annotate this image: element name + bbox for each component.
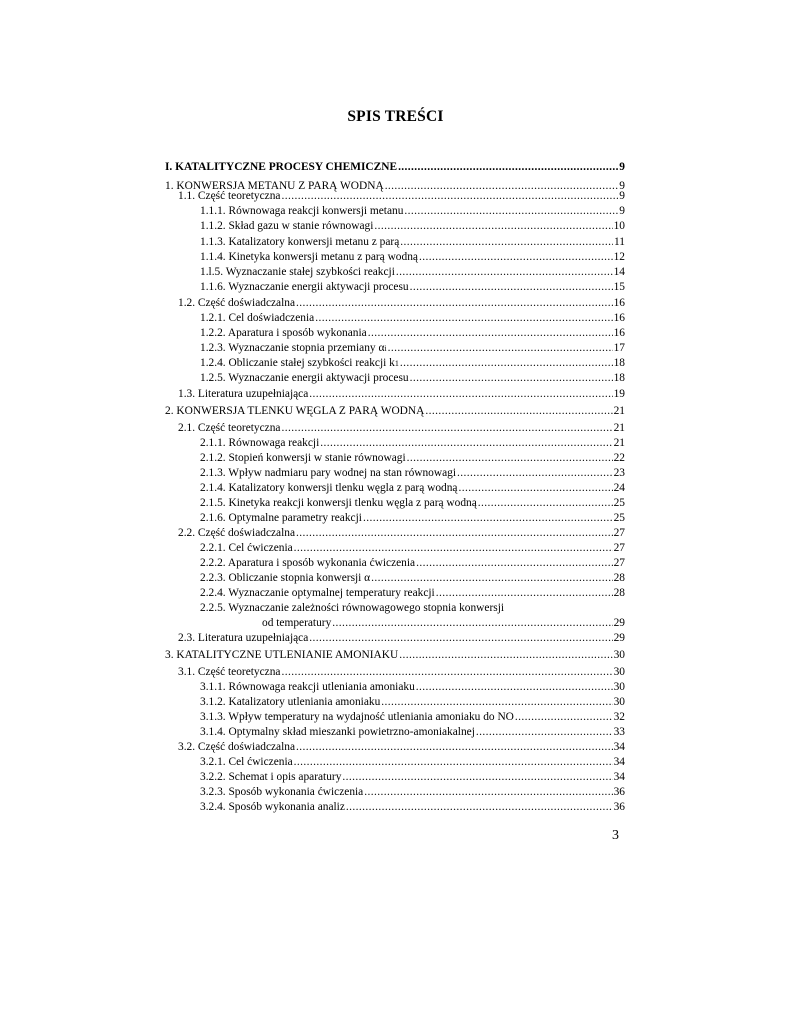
- toc-entry-label: 1. KONWERSJA METANU Z PARĄ WODNĄ: [165, 180, 384, 192]
- toc-entry-label: 2.1. Część teoretyczna: [178, 422, 281, 434]
- toc-page-number: 11: [614, 236, 625, 248]
- toc-page-number: 21: [613, 405, 625, 417]
- toc-entry-label: 3.2. Część doświadczalna: [178, 741, 296, 753]
- toc-entry-label: 1.1.6. Wyznaczanie energii aktywacji procesu: [200, 281, 409, 293]
- toc-dot-leader: [320, 437, 612, 450]
- toc-dot-leader: [296, 527, 613, 540]
- toc-page-number: 27: [613, 527, 625, 539]
- toc-dot-leader: [309, 388, 612, 401]
- toc-dot-leader: [404, 205, 618, 218]
- toc-dot-leader: [419, 251, 613, 264]
- toc-entry-label: 2.2.1. Cel ćwiczenia: [200, 542, 293, 554]
- toc-dot-leader: [410, 372, 613, 385]
- toc-dot-leader: [436, 587, 613, 600]
- toc-entry[interactable]: [200, 726, 625, 739]
- toc-entry[interactable]: [178, 422, 625, 435]
- toc-dot-leader: [457, 467, 613, 480]
- toc-entry-label: 1.l.5. Wyznaczanie stałej szybkości reakcji: [200, 266, 395, 278]
- toc-entry-label: 1.2.4. Obliczanie stałej szybkości reakcji k: [200, 357, 395, 369]
- toc-dot-leader: [309, 632, 612, 645]
- toc-entry-label: 1.1.4. Kinetyka konwersji metanu z parą wodną: [200, 251, 418, 263]
- toc-dot-leader: [294, 542, 613, 555]
- toc-page-number: 21: [613, 437, 625, 449]
- toc-dot-leader: [425, 405, 612, 418]
- toc-page-number: 32: [613, 711, 625, 723]
- toc-entry-label: 3.2.3. Sposób wykonania ćwiczenia: [200, 786, 364, 798]
- toc-entry[interactable]: [200, 205, 625, 218]
- toc-page-number: 27: [613, 557, 625, 569]
- toc-page-number: 21: [613, 422, 625, 434]
- toc-dot-leader: [281, 666, 612, 679]
- toc-entry-label: 2.2. Część doświadczalna: [178, 527, 296, 539]
- toc-page-number: 24: [613, 482, 625, 494]
- toc-entry[interactable]: [178, 297, 625, 310]
- toc-page-number: 23: [613, 467, 625, 479]
- toc-entry-label: 2. KONWERSJA TLENKU WĘGLA Z PARĄ WODNĄ: [165, 405, 425, 417]
- toc-page-number: 30: [613, 666, 625, 678]
- toc-entry[interactable]: [165, 649, 625, 662]
- toc-entry-label: 1.1.1. Równowaga reakcji konwersji metanu: [200, 205, 404, 217]
- toc-dot-leader: [364, 786, 612, 799]
- toc-entry[interactable]: [200, 220, 625, 233]
- toc-entry[interactable]: [200, 452, 625, 465]
- toc-entry-label: 3.1.4. Optymalny skład mieszanki powietrzno-amoniakalnej: [200, 726, 475, 738]
- toc-dot-leader: [281, 190, 618, 203]
- toc-dot-leader: [315, 312, 612, 325]
- toc-entry-label: I. KATALITYCZNE PROCESY CHEMICZNE: [165, 161, 398, 173]
- toc-dot-leader: [296, 741, 613, 754]
- toc-entry[interactable]: [200, 281, 625, 294]
- toc-entry-label-continuation: od temperatury: [262, 617, 332, 629]
- toc-entry-label: 1.2. Część doświadczalna: [178, 297, 296, 309]
- toc-entry-label: 1.1.3. Katalizatory konwersji metanu z parą: [200, 236, 400, 248]
- toc-dot-leader: [332, 617, 612, 630]
- toc-dot-leader: [281, 422, 612, 435]
- toc-dot-leader: [296, 297, 613, 310]
- toc-entry-label: 3.1.1. Równowaga reakcji utleniania amoniaku: [200, 681, 415, 693]
- toc-page-number: 36: [613, 786, 625, 798]
- toc-entry-label: 2.3. Literatura uzupełniająca: [178, 632, 309, 644]
- toc-entry[interactable]: [200, 251, 625, 264]
- toc-entry[interactable]: [200, 327, 625, 340]
- toc-page-number: 22: [613, 452, 625, 464]
- toc-entry[interactable]: [200, 711, 625, 724]
- toc-entry[interactable]: [200, 771, 625, 784]
- toc-entry-label: 3.1.3. Wpływ temperatury na wydajność utleniania amoniaku do NO: [200, 711, 514, 723]
- toc-page-number: 30: [613, 649, 625, 661]
- toc-entry-label: 2.1.4. Katalizatory konwersji tlenku węgla z parą wodną: [200, 482, 458, 494]
- toc-entry-label: 1.2.5. Wyznaczanie energii aktywacji procesu: [200, 372, 409, 384]
- toc-entry[interactable]: [178, 190, 625, 203]
- toc-dot-leader: [294, 756, 613, 769]
- toc-dot-leader: [388, 342, 613, 355]
- toc-page-number: 34: [613, 756, 625, 768]
- toc-entry[interactable]: [200, 572, 625, 585]
- toc-dot-leader: [396, 266, 613, 279]
- toc-dot-leader: [346, 801, 613, 814]
- toc-dot-leader: [363, 512, 613, 525]
- toc-entry[interactable]: [200, 557, 625, 570]
- toc-page-number: 9: [619, 161, 625, 173]
- toc-entry-label: 2.1.2. Stopień konwersji w stanie równowagi: [200, 452, 406, 464]
- toc-page-number: 9: [619, 190, 625, 202]
- toc-page-number: 30: [613, 696, 625, 708]
- toc-page-number: 33: [613, 726, 625, 738]
- toc-entry-label: 1.3. Literatura uzupełniająca: [178, 388, 309, 400]
- toc-dot-leader: [381, 696, 612, 709]
- toc-entry[interactable]: [165, 161, 625, 174]
- toc-entry[interactable]: [200, 372, 625, 385]
- toc-entry[interactable]: [262, 617, 625, 630]
- toc-page-number: 34: [613, 771, 625, 783]
- toc-entry[interactable]: [200, 266, 625, 279]
- toc-entry[interactable]: [178, 632, 625, 645]
- toc-page-number: 25: [613, 497, 625, 509]
- toc-entry-label: 3.1.2. Katalizatory utleniania amoniaku: [200, 696, 381, 708]
- toc-page-number: 29: [613, 617, 625, 629]
- toc-entry-label: 2.2.5. Wyznaczanie zależności równowagowego stopnia konwersji: [200, 602, 505, 614]
- toc-dot-leader: [371, 572, 612, 585]
- toc-entry-label: 2.2.4. Wyznaczanie optymalnej temperatury reakcji: [200, 587, 435, 599]
- toc-entry[interactable]: [200, 681, 625, 694]
- toc-entry[interactable]: [200, 542, 625, 555]
- toc-dot-leader: [400, 357, 613, 370]
- toc-dot-leader: [368, 327, 613, 340]
- toc-page-number: 25: [613, 512, 625, 524]
- toc-dot-leader: [416, 681, 613, 694]
- toc-page-number: 16: [613, 297, 625, 309]
- toc-entry-subscript: i: [384, 344, 387, 353]
- toc-entry[interactable]: [200, 587, 625, 600]
- toc-entry-label: 1.1.2. Skład gazu w stanie równowagi: [200, 220, 374, 232]
- toc-entry-label: 1.2.2. Aparatura i sposób wykonania: [200, 327, 367, 339]
- toc-dot-leader: [515, 711, 613, 724]
- toc-entry-label: 3.2.1. Cel ćwiczenia: [200, 756, 293, 768]
- page-title: SPIS TREŚCI: [347, 108, 444, 125]
- toc-entry[interactable]: [200, 467, 625, 480]
- toc-entry[interactable]: [178, 741, 625, 754]
- toc-entry-subscript: 1: [394, 359, 399, 368]
- toc-page-number: 15: [613, 281, 625, 293]
- toc-entry[interactable]: [200, 786, 625, 799]
- toc-page-number: 28: [613, 587, 625, 599]
- toc-page-number: 10: [613, 220, 625, 232]
- toc-dot-leader: [342, 771, 612, 784]
- toc-entry-label: 3. KATALITYCZNE UTLENIANIE AMONIAKU: [165, 649, 399, 661]
- toc-page-number: 9: [619, 180, 625, 192]
- toc-entry[interactable]: [200, 482, 625, 495]
- toc-entry[interactable]: [200, 236, 625, 249]
- toc-page-number: 18: [613, 372, 625, 384]
- toc-page-number: 9: [619, 205, 625, 217]
- toc-page-number: 14: [613, 266, 625, 278]
- toc-entry[interactable]: [200, 312, 625, 325]
- toc-page-number: 27: [613, 542, 625, 554]
- toc-entry-label: 2.1.5. Kinetyka reakcji konwersji tlenku węgla z parą wodną: [200, 497, 477, 509]
- toc-entry[interactable]: [200, 497, 625, 510]
- toc-entry-label: 2.2.2. Aparatura i sposób wykonania ćwiczenia: [200, 557, 416, 569]
- toc-entry[interactable]: [165, 405, 625, 418]
- toc-page-number: 16: [613, 312, 625, 324]
- toc-entry-label: 2.2.3. Obliczanie stopnia konwersji α: [200, 572, 371, 584]
- toc-entry-label: 1.2.1. Cel doświadczenia: [200, 312, 315, 324]
- toc-entry[interactable]: [178, 527, 625, 540]
- toc-entry-label: 1.1. Część teoretyczna: [178, 190, 281, 202]
- toc-dot-leader: [410, 281, 613, 294]
- toc-page-number: 18: [613, 357, 625, 369]
- toc-page-number: 30: [613, 681, 625, 693]
- toc-dot-leader: [478, 497, 613, 510]
- toc-dot-leader: [458, 482, 612, 495]
- toc-entry-label: 2.1.3. Wpływ nadmiaru pary wodnej na stan równowagi: [200, 467, 457, 479]
- toc-dot-leader: [476, 726, 613, 739]
- toc-entry[interactable]: [200, 342, 625, 355]
- toc-page-number: 12: [613, 251, 625, 263]
- toc-entry-label: 1.2.3. Wyznaczanie stopnia przemiany α: [200, 342, 385, 354]
- toc-entry[interactable]: [178, 666, 625, 679]
- toc-dot-leader: [400, 236, 613, 249]
- toc-dot-leader: [374, 220, 612, 233]
- toc-entry[interactable]: [200, 696, 625, 709]
- toc-page-number: 28: [613, 572, 625, 584]
- toc-entry[interactable]: [200, 437, 625, 450]
- toc-entry[interactable]: [178, 388, 625, 401]
- toc-entry-label: 3.2.2. Schemat i opis aparatury: [200, 771, 342, 783]
- page-number: 3: [612, 828, 619, 843]
- toc-entry-label: 2.1.6. Optymalne parametry reakcji: [200, 512, 362, 524]
- toc-entry[interactable]: [200, 756, 625, 769]
- toc-entry-label: 3.1. Część teoretyczna: [178, 666, 281, 678]
- toc-page-number: 29: [613, 632, 625, 644]
- toc-entry[interactable]: [200, 801, 625, 814]
- toc-page-number: 17: [613, 342, 625, 354]
- toc-page-number: 36: [613, 801, 625, 813]
- toc-dot-leader: [398, 161, 618, 174]
- toc-entry-label: 3.2.4. Sposób wykonania analiz: [200, 801, 345, 813]
- toc-dot-leader: [416, 557, 613, 570]
- toc-entry[interactable]: [200, 357, 625, 370]
- toc-page-number: 34: [613, 741, 625, 753]
- toc-entry[interactable]: [200, 512, 625, 525]
- toc-page-number: 16: [613, 327, 625, 339]
- toc-entry-label: 2.1.1. Równowaga reakcji: [200, 437, 320, 449]
- toc-dot-leader: [407, 452, 613, 465]
- toc-page-number: 19: [613, 388, 625, 400]
- toc-dot-leader: [399, 649, 612, 662]
